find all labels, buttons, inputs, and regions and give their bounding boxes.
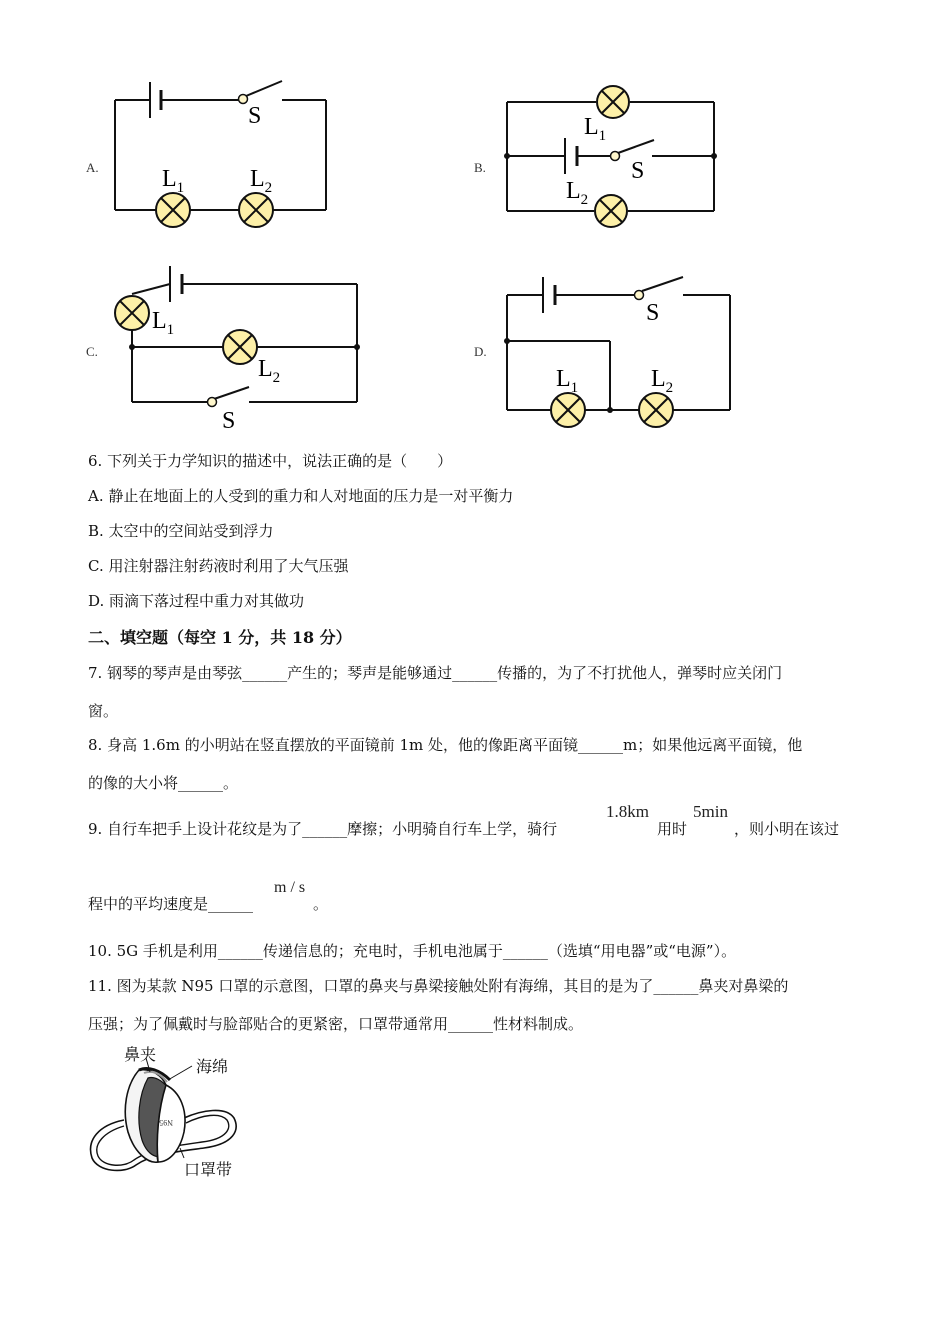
sponge-leader (168, 1066, 192, 1080)
question-10-line1: 10. 5G 手机是利用______传递信息的；充电时，手机电池属于______（选填“用电器”或“电源”）。 (88, 942, 737, 960)
lamp2-subscript: 2 (272, 370, 281, 386)
lamp1-subscript: 1 (570, 380, 579, 396)
question-6-stem: 6. 下列关于力学知识的描述中，说法正确的是（ ） (88, 452, 453, 470)
switch-contact (611, 152, 620, 161)
svg-text:L1 (162, 166, 184, 196)
nose-clip-label: 鼻夹 (124, 1045, 157, 1064)
question-9-line2-end: 。 (313, 895, 329, 913)
lamp2-subscript: 2 (580, 192, 589, 208)
svg-text:L2 (250, 166, 272, 196)
question-6-option-d: D. 雨滴下落过程中重力对其做功 (88, 592, 305, 610)
question-9-time: 5min (693, 802, 728, 821)
svg-text:L2 (258, 356, 280, 386)
lamp2-label: L (651, 366, 666, 392)
lamp1-label: L (162, 166, 177, 192)
lamp-l1 (551, 393, 585, 427)
svg-text:L1 (556, 366, 578, 396)
question-9-part1: 9. 自行车把手上设计花纹是为了______摩擦；小明骑自行车上学，骑行 (88, 820, 558, 838)
question-6-option-a: A. 静止在地面上的人受到的重力和人对地面的压力是一对平衡力 (88, 487, 514, 505)
lamp-l2 (223, 330, 257, 364)
question-9-distance: 1.8km (606, 802, 649, 821)
lamp2-subscript: 2 (264, 180, 273, 196)
switch-blade (246, 81, 282, 96)
option-b-label: B. (474, 160, 486, 175)
lamp1-label: L (152, 308, 167, 334)
question-11-line1: 11. 图为某款 N95 口罩的示意图，口罩的鼻夹与鼻梁接触处附有海绵，其目的是为了______鼻夹对鼻梁的 (88, 977, 789, 995)
option-a-label: A. (86, 160, 99, 175)
mask-print: N95 (159, 1118, 173, 1127)
switch-contact (208, 398, 217, 407)
sponge-label: 海绵 (196, 1057, 229, 1076)
question-8-line1: 8. 身高 1.6m 的小明站在竖直摆放的平面镜前 1m 处，他的像距离平面镜______m；如果他远离平面镜，他 (88, 736, 803, 754)
lamp-l1 (115, 296, 149, 330)
lamp-l2 (639, 393, 673, 427)
question-11-line2: 压强；为了佩戴时与脸部贴合的更紧密，口罩带通常用______性材料制成。 (88, 1015, 584, 1033)
question-9-part2: 用时 (657, 820, 688, 838)
svg-text:L2 (651, 366, 673, 396)
section-heading: 二、填空题（每空 1 分，共 18 分） (88, 628, 352, 647)
svg-text:L1 (584, 114, 606, 144)
lamp-l1 (156, 193, 190, 227)
question-6-option-b: B. 太空中的空间站受到浮力 (88, 522, 274, 540)
switch-contact (635, 291, 644, 300)
question-8-line2: 的像的大小将______。 (88, 774, 239, 792)
circuit-a-diagram (100, 70, 340, 235)
question-9-line2: 程中的平均速度是______ (88, 895, 254, 913)
svg-text:L1 (152, 308, 174, 338)
switch-label: S (631, 158, 645, 184)
question-9-unit: m / s (274, 879, 306, 896)
switch-label: S (222, 408, 236, 434)
circuit-c-diagram (108, 258, 373, 438)
lamp1-label: L (556, 366, 571, 392)
circuit-d-diagram (498, 268, 743, 433)
switch-label: S (248, 103, 262, 129)
question-6-option-c: C. 用注射器注射药液时利用了大气压强 (88, 557, 349, 575)
lamp-l2 (595, 195, 627, 227)
svg-text:L2 (566, 178, 588, 208)
option-d-label: D. (474, 344, 487, 359)
lamp2-label: L (258, 356, 273, 382)
strap-label: 口罩带 (184, 1160, 233, 1179)
lamp2-subscript: 2 (665, 380, 674, 396)
lamp-l1 (597, 86, 629, 118)
lamp1-subscript: 1 (176, 180, 185, 196)
switch-contact (239, 95, 248, 104)
lamp2-label: L (566, 178, 581, 204)
switch-label: S (646, 300, 660, 326)
lamp1-label: L (584, 114, 599, 140)
question-7-line2: 窗。 (88, 702, 119, 720)
lamp2-label: L (250, 166, 265, 192)
lamp1-subscript: 1 (598, 128, 607, 144)
circuit-b-diagram (500, 80, 730, 235)
option-c-label: C. (86, 344, 98, 359)
question-7-line1: 7. 钢琴的琴声是由琴弦______产生的；琴声是能够通过______传播的，为了不打扰他人，弹琴时应关闭门 (88, 664, 783, 682)
question-9-part3: ，则小明在该过 (734, 820, 840, 838)
lamp-l2 (239, 193, 273, 227)
lamp1-subscript: 1 (166, 322, 175, 338)
